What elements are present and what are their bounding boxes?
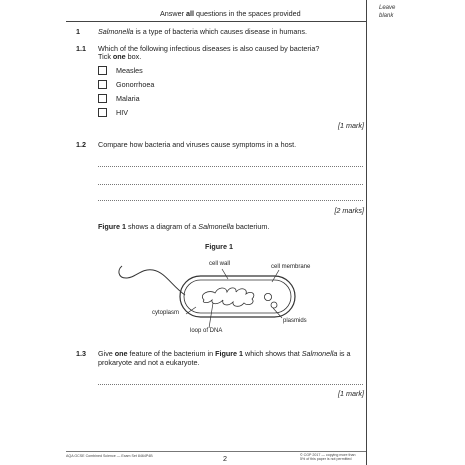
answer-line[interactable] [98, 384, 363, 385]
leave-blank-line1: Leave [379, 5, 396, 11]
tick-text-end: box. [125, 52, 142, 61]
q-text: feature of the bacterium in [127, 349, 216, 358]
q-italic: Salmonella [301, 349, 338, 358]
label-cytoplasm: cytoplasm [152, 310, 180, 316]
dna-loop-drawing [202, 288, 254, 306]
instructions [160, 9, 301, 18]
q-bold: one [114, 349, 128, 358]
question-number: 1.1 [76, 44, 86, 53]
q-text: Give [98, 349, 115, 358]
q-bold: Figure 1 [215, 349, 244, 358]
figure-title: Figure 1 [205, 242, 233, 251]
leader-line [209, 303, 213, 328]
checkbox-measles[interactable] [98, 66, 107, 75]
copyright-line2: 5% of this paper is not permitted [300, 457, 352, 462]
answer-line[interactable] [98, 184, 363, 185]
page-number: 2 [223, 454, 227, 463]
leader-line [273, 308, 282, 318]
leave-blank-label [379, 5, 395, 20]
plasmid-drawing [271, 302, 277, 308]
instruction-text-end: questions in the spaces provided [193, 9, 301, 18]
figure-ref-end: bacterium. [233, 222, 270, 231]
answer-line[interactable] [98, 200, 363, 201]
question-number: 1 [76, 27, 80, 36]
option-label: HIV [116, 108, 128, 117]
checkbox-hiv[interactable] [98, 108, 107, 117]
option-label: Malaria [116, 94, 140, 103]
plasmid-drawing [264, 293, 271, 300]
tick-text: Tick [98, 52, 113, 61]
leave-blank-line2: blank [379, 12, 394, 19]
marks-label: [1 mark] [338, 121, 364, 130]
question-text: Which of the following infectious diseases is also caused by bacteria? [98, 44, 320, 53]
q-text: which shows that [243, 349, 302, 358]
footer-right [300, 453, 356, 462]
question-number: 1.2 [76, 140, 86, 149]
tick-instruction [98, 52, 141, 61]
figure-ref-text: shows a diagram of a [125, 222, 199, 231]
footer-divider [66, 451, 366, 452]
checkbox-malaria[interactable] [98, 94, 107, 103]
instruction-bold: all [185, 9, 194, 18]
question-text [98, 349, 351, 358]
intro-text: is a type of bacteria which causes disease in humans. [133, 27, 307, 36]
option-label: Measles [116, 66, 143, 75]
label-cell-membrane: cell membrane [271, 264, 311, 270]
figure-ref-bold: Figure 1 [98, 222, 126, 231]
figure-reference [98, 222, 269, 231]
label-cell-wall: cell wall [209, 261, 231, 267]
question-intro [98, 27, 307, 36]
species-name: Salmonella [98, 27, 134, 36]
question-text: Compare how bacteria and viruses cause symptoms in a host. [98, 140, 297, 149]
leader-line [186, 307, 196, 314]
tick-bold: one [112, 52, 126, 61]
flagellum-drawing [119, 266, 185, 295]
option-label: Gonorrhoea [116, 80, 155, 89]
answer-line[interactable] [98, 166, 363, 167]
margin-divider [366, 0, 367, 465]
figure-ref-italic: Salmonella [198, 222, 234, 231]
instruction-text: Answer [160, 9, 186, 18]
leader-line [272, 270, 279, 282]
question-text-line2: prokaryote and not a eukaryote. [98, 358, 200, 367]
header-divider [66, 21, 366, 22]
footer-left: AQA GCSE Combined Science — Exam Set 8464P4B [66, 454, 153, 458]
marks-label: [2 marks] [334, 206, 364, 215]
checkbox-gonorrhoea[interactable] [98, 80, 107, 89]
cell-wall-outline [180, 276, 295, 317]
label-plasmids: plasmids [283, 318, 307, 324]
marks-label: [1 mark] [338, 389, 364, 398]
label-loop-of-dna: loop of DNA [190, 328, 223, 334]
cell-membrane-outline [184, 280, 291, 313]
leader-line [222, 269, 228, 279]
question-number: 1.3 [76, 349, 86, 358]
copyright-line1: © CGP 2017 — copying more than [300, 453, 356, 457]
q-text: is a [337, 349, 351, 358]
